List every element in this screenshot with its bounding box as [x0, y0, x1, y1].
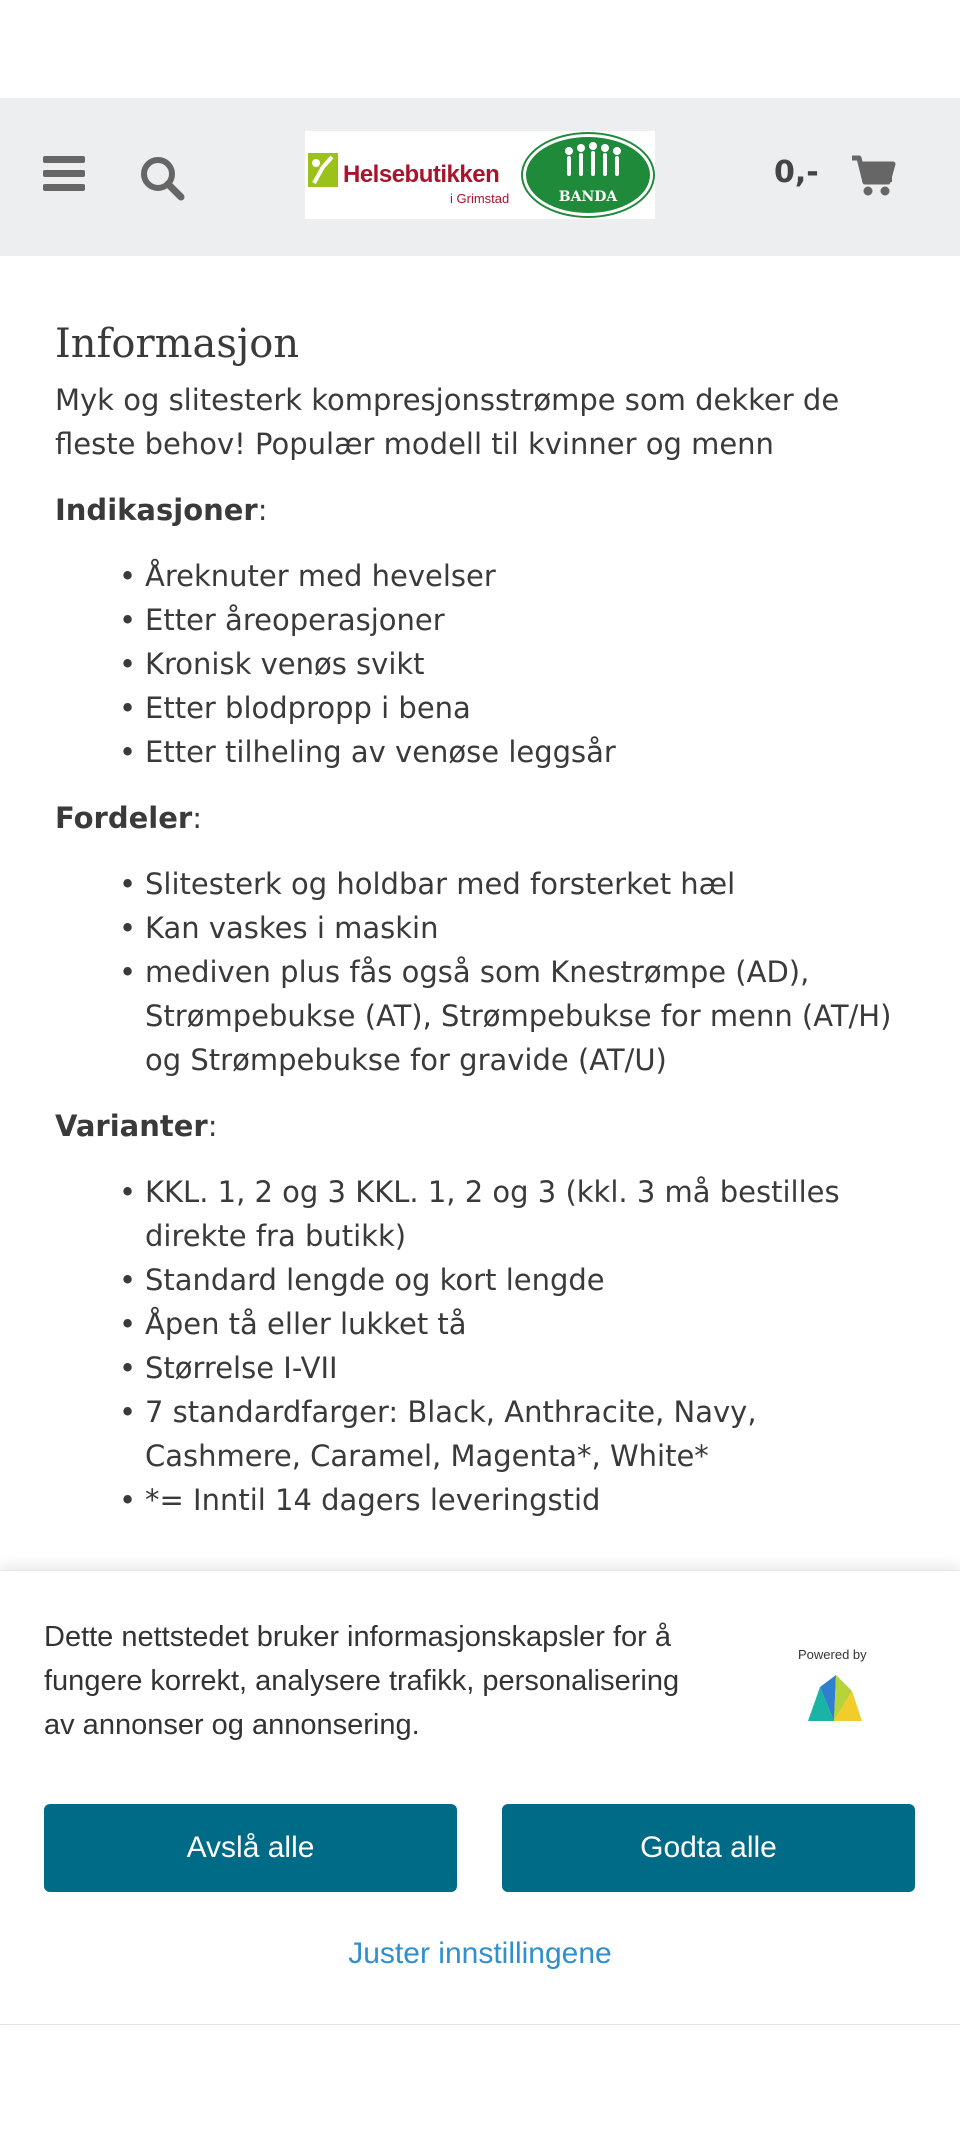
banda-label: BANDA	[558, 189, 618, 205]
search-icon[interactable]	[138, 154, 186, 202]
logo-location: i Grimstad	[450, 191, 510, 206]
powered-by-label: Powered by	[798, 1647, 867, 1662]
top-spacer	[0, 0, 960, 98]
list-item: • Slitesterk og holdbar med forsterket hæl	[145, 862, 905, 906]
list-item: • 7 standardfarger: Black, Anthracite, Navy, Cashmere, Caramel, Magenta*, White*	[145, 1390, 905, 1478]
list-item: • *= Inntil 14 dagers leveringstid	[145, 1478, 905, 1522]
banda-badge	[523, 134, 653, 216]
consent-provider-logo-icon	[806, 1669, 864, 1723]
list-item: • Standard lengde og kort lengde	[145, 1258, 905, 1302]
list-item: • Åpen tå eller lukket tå	[145, 1302, 905, 1346]
benefits-list	[55, 862, 905, 1082]
list-item: • Kronisk venøs svikt	[145, 642, 905, 686]
cart-total[interactable]: 0,-	[774, 155, 819, 190]
menu-icon[interactable]	[43, 156, 85, 192]
list-item: • Størrelse I-VII	[145, 1346, 905, 1390]
list-item: • mediven plus fås også som Knestrømpe (AD), Strømpebukse (AT), Strømpebukse for menn (AT/H) og Strømpebukse for gravide (AT/U)	[145, 950, 905, 1082]
adjust-settings-link[interactable]: Juster innstillingene	[348, 1937, 612, 1970]
list-item: • Kan vaskes i maskin	[145, 906, 905, 950]
cart-icon[interactable]	[850, 154, 896, 198]
reject-all-button[interactable]: Avslå alle	[44, 1804, 457, 1892]
site-header	[0, 98, 960, 256]
list-item: • Etter åreoperasjoner	[145, 598, 905, 642]
indications-list	[55, 554, 905, 774]
product-information	[0, 318, 960, 1522]
benefits-label: Fordeler:	[55, 801, 202, 835]
indications-label: Indikasjoner:	[55, 493, 268, 527]
cookie-message: Dette nettstedet bruker informasjonskapsler for å fungere korrekt, analysere trafikk, personalisering av annonser og annonsering.	[44, 1621, 680, 1741]
list-item: • Etter tilheling av venøse leggsår	[145, 730, 905, 774]
divider	[0, 2024, 960, 2025]
banda-figures-icon	[526, 137, 656, 187]
leaf-icon	[308, 153, 338, 187]
list-item: • KKL. 1, 2 og 3 KKL. 1, 2 og 3 (kkl. 3 må bestilles direkte fra butikk)	[145, 1170, 905, 1258]
cookie-consent-banner	[0, 1570, 960, 2024]
intro-text: Myk og slitesterk kompresjonsstrømpe som dekker de fleste behov! Populær modell til kvinner og menn	[55, 383, 840, 461]
accept-all-button[interactable]: Godta alle	[502, 1804, 915, 1892]
section-heading: Informasjon	[55, 321, 300, 367]
site-logo[interactable]	[305, 131, 655, 219]
variants-label: Varianter:	[55, 1109, 218, 1143]
list-item: • Etter blodpropp i bena	[145, 686, 905, 730]
variants-list	[55, 1170, 905, 1522]
logo-brand: Helsebutikken	[343, 161, 500, 188]
list-item: • Åreknuter med hevelser	[145, 554, 905, 598]
